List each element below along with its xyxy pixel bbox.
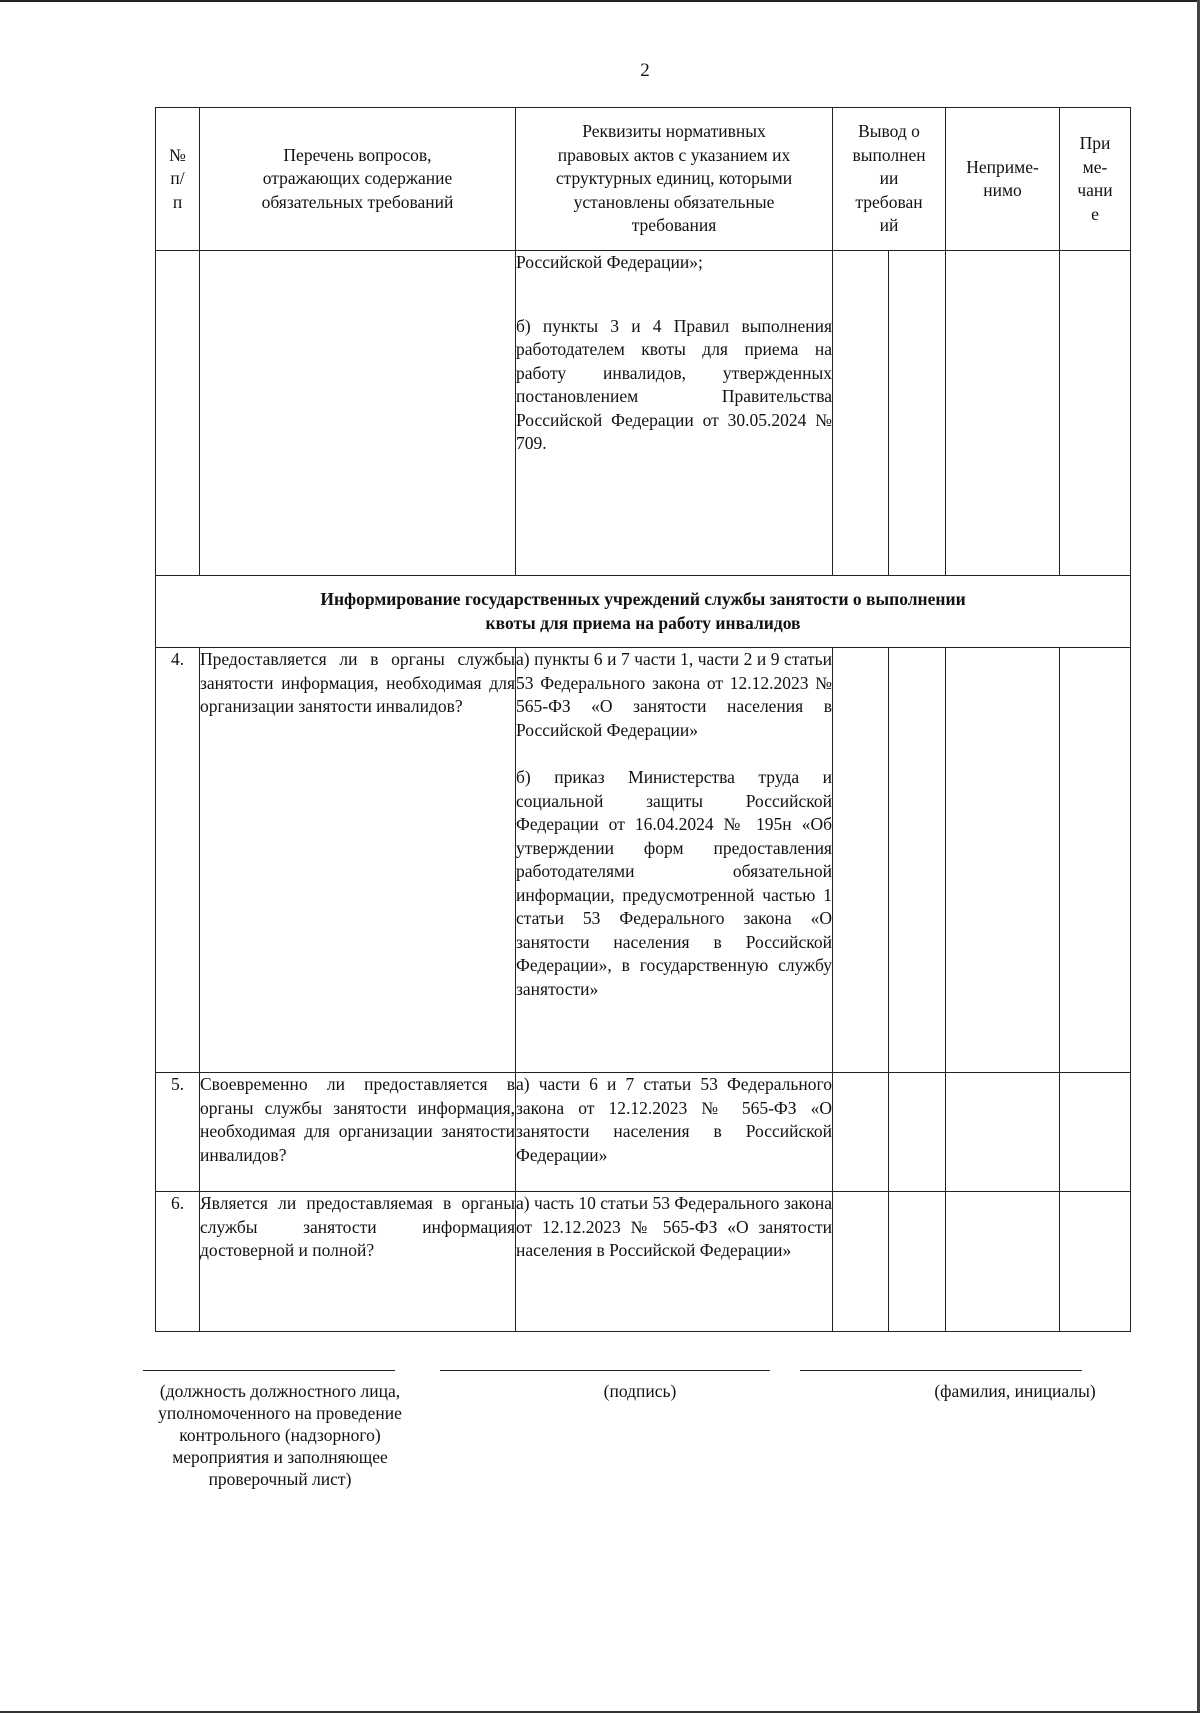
cell-note[interactable] [1060,251,1131,576]
page-number: 2 [640,60,650,81]
header-not-applicable: Неприме- нимо [946,108,1060,251]
requisite-a: а) части 6 и 7 статьи 53 Федерального закона от 12.12.2023 № 565-ФЗ «О занятости населения в Российской Федерации» [516,1074,832,1165]
position-line[interactable] [143,1370,395,1371]
requisite-b: б) пункты 3 и 4 Правил выполнения работодателем квоты для приема на работу инвалидов, утвержденных постановлением Правительства Российской Федерации от 30.05.2024 № 709. [516,315,832,453]
row-question: Предоставляется ли в органы службы занятости информация, необходимая для организации занятости инвалидов? [200,648,516,1073]
cell-conclusion-no[interactable] [889,251,946,576]
header-note: При ме- чани е [1060,108,1131,251]
section-heading: Информирование государственных учреждений службы занятости о выполнении квоты для приема на работу инвалидов [156,576,1131,648]
signature-line[interactable] [440,1370,770,1371]
name-line[interactable] [800,1370,1082,1371]
cell-question [200,251,516,576]
row-number: 4. [156,648,200,1073]
cell-note[interactable] [1060,1192,1131,1332]
cell-requisites [516,251,833,576]
table-row [156,648,1131,1073]
scan-edge-top [0,0,1200,2]
table-row [156,1192,1131,1332]
header-requisites: Реквизиты нормативных правовых актов с указанием их структурных единиц, которыми установлены обязательные требования [516,108,833,251]
header-questions: Перечень вопросов, отражающих содержание обязательных требований [200,108,516,251]
checklist-table [155,107,1131,1332]
cell-conclusion-no[interactable] [889,1192,946,1332]
cell-conclusion-yes[interactable] [833,1192,889,1332]
cell-conclusion-no[interactable] [889,648,946,1073]
cell-not-applicable[interactable] [946,1192,1060,1332]
cell-not-applicable[interactable] [946,251,1060,576]
cell-conclusion-yes[interactable] [833,648,889,1073]
cell-conclusion-yes[interactable] [833,251,889,576]
requisite-a: а) пункты 6 и 7 части 1, части 2 и 9 статьи 53 Федерального закона от 12.12.2023 № 565-ФЗ «О занятости населения в Российской Федерации» [516,649,832,740]
cell-note[interactable] [1060,1073,1131,1192]
section-heading-row [156,576,1131,648]
cell-not-applicable[interactable] [946,648,1060,1073]
row-question: Своевременно ли предоставляется в органы службы занятости информация, необходимая для организации занятости инвалидов? [200,1073,516,1192]
row-requisites [516,1192,833,1332]
requisite-b: б) приказ Министерства труда и социальной защиты Российской Федерации от 16.04.2024 № 195н «Об утверждении форм предоставления работодателями обязательной информации, предусмотренной частью 1 статьи 53 Федерального закона «О занятости населения в Российской Федерации», в государственную службу занятости» [516,767,832,999]
table-row-continuation [156,251,1131,576]
cell-conclusion-no[interactable] [889,1073,946,1192]
cell-note[interactable] [1060,648,1131,1073]
row-number: 6. [156,1192,200,1332]
table-row [156,1073,1131,1192]
requisite-tail: Российской Федерации»; [516,252,703,272]
table-header-row [156,108,1131,251]
position-caption: (должность должностного лица, уполномоченного на проведение контрольного (надзорного) мероприятия и заполняющее проверочный лист) [158,1381,402,1489]
cell-conclusion-yes[interactable] [833,1073,889,1192]
row-number: 5. [156,1073,200,1192]
row-requisites [516,648,833,1073]
header-number: № п/ п [156,108,200,251]
requisite-a: а) часть 10 статьи 53 Федерального закона от 12.12.2023 № 565-ФЗ «О занятости населения в Российской Федерации» [516,1193,832,1260]
row-question: Является ли предоставляемая в органы службы занятости информация достоверной и полной? [200,1192,516,1332]
header-conclusion: Вывод о выполнен ии требован ий [833,108,946,251]
cell-number [156,251,200,576]
name-caption: (фамилия, инициалы) [934,1381,1096,1401]
cell-not-applicable[interactable] [946,1073,1060,1192]
row-requisites [516,1073,833,1192]
signature-block [0,1370,1200,1510]
signature-caption: (подпись) [603,1381,677,1401]
